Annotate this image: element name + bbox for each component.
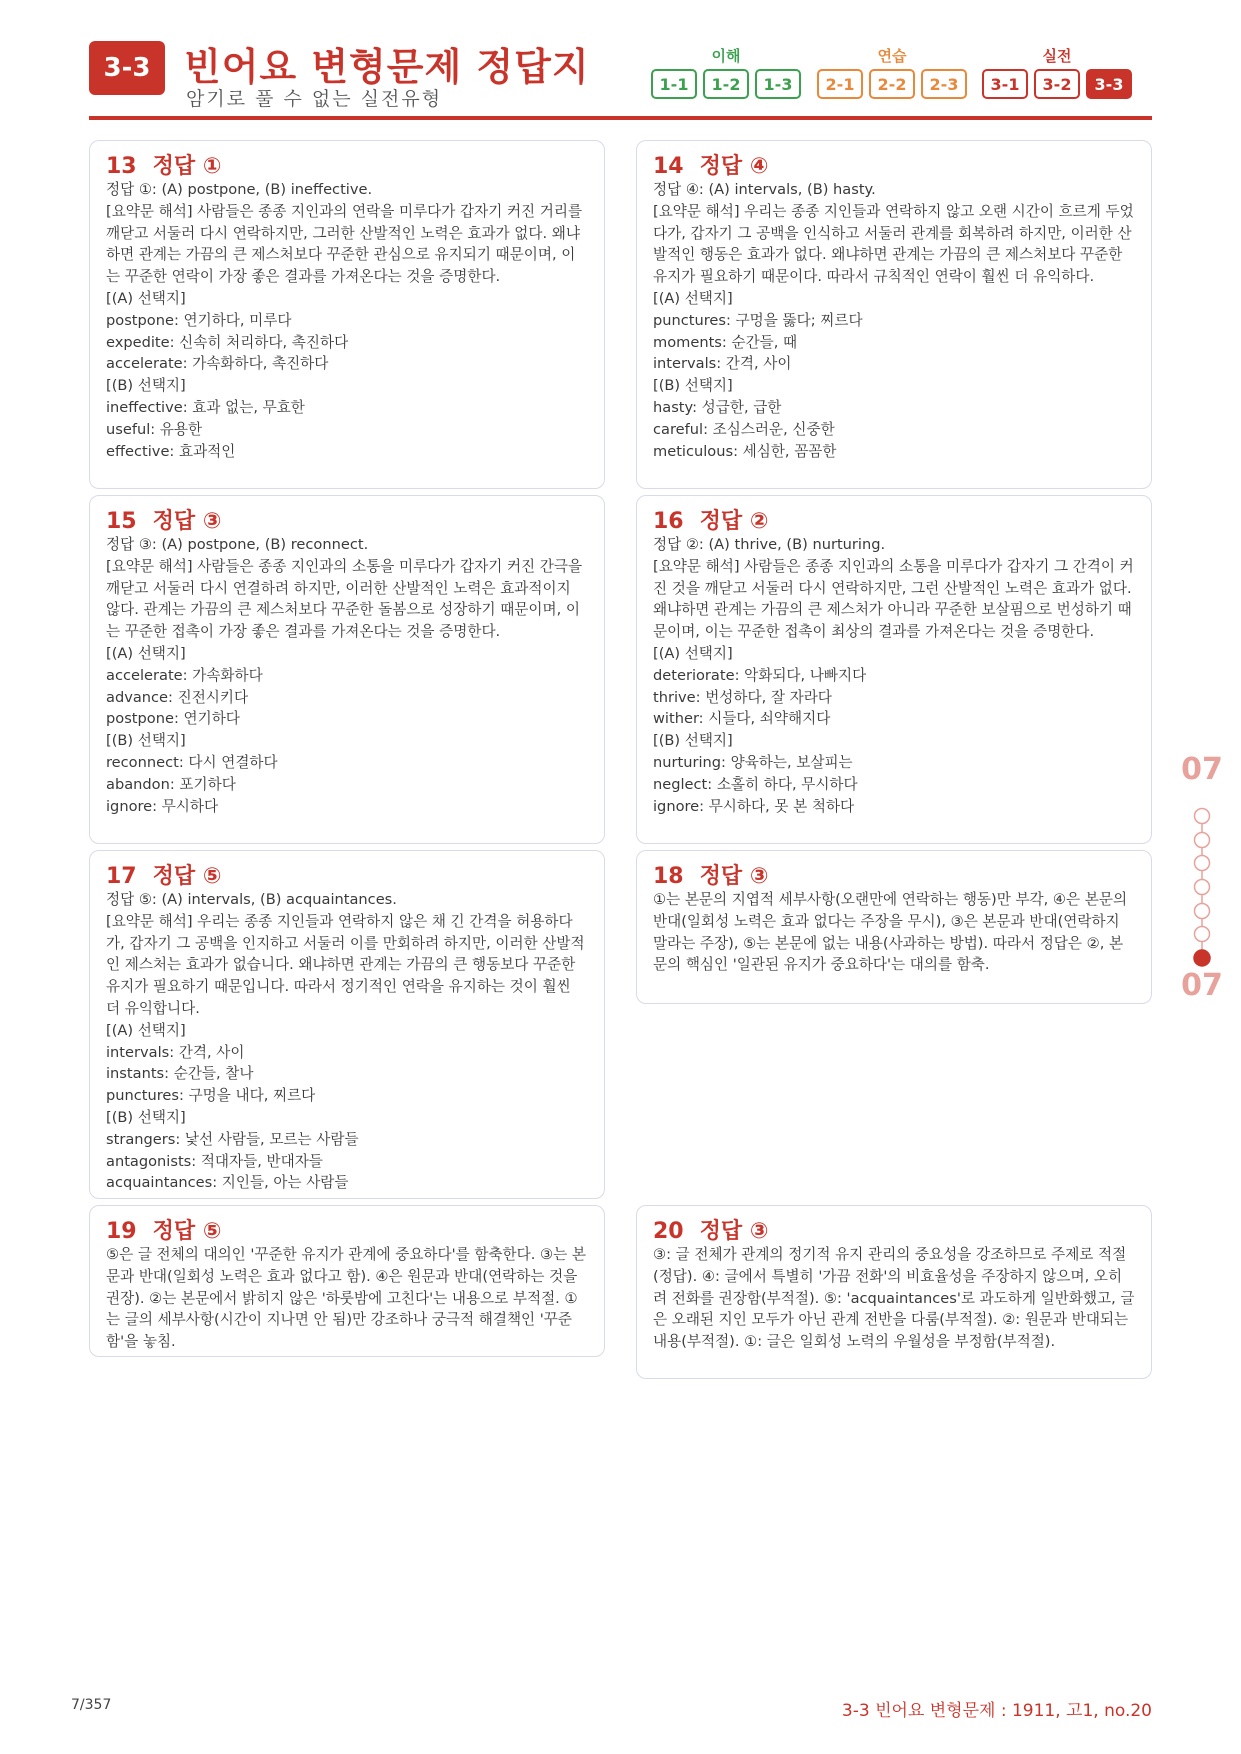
progress-dot xyxy=(1195,904,1210,919)
answer-card-20 xyxy=(636,1205,1152,1379)
question-number: 13 xyxy=(106,154,137,179)
question-number: 17 xyxy=(106,864,137,889)
answer-card-16 xyxy=(636,495,1152,844)
side-chapter-number-top: 07 xyxy=(1181,752,1223,787)
vocab-item: neglect: 소홀히 하다, 무시하다 xyxy=(653,775,858,793)
question-number: 16 xyxy=(653,509,684,534)
level-chip-1-3[interactable]: 1-3 xyxy=(755,69,801,99)
vocab-item: moments: 순간들, 때 xyxy=(653,333,798,351)
options-heading: [(A) 선택지] xyxy=(653,644,733,662)
vocab-item: meticulous: 세심한, 꼼꼼한 xyxy=(653,442,837,460)
level-chip-3-3-active[interactable]: 3-3 xyxy=(1086,69,1132,99)
question-number: 14 xyxy=(653,154,684,179)
answer-choice: ① xyxy=(202,154,222,179)
answer-choice: ③ xyxy=(202,509,222,534)
answer-choice: ⑤ xyxy=(202,864,222,889)
answer-word: 정답 xyxy=(699,154,743,179)
level-group-real xyxy=(982,46,1132,99)
progress-dot xyxy=(1195,880,1210,895)
vocab-item: advance: 진전시키다 xyxy=(106,688,249,706)
answer-word: 정답 xyxy=(152,1219,196,1244)
answer-card-18 xyxy=(636,850,1152,1004)
vocab-item: abandon: 포기하다 xyxy=(106,775,236,793)
options-heading: [(B) 선택지] xyxy=(106,1108,186,1126)
answer-card-19 xyxy=(89,1205,605,1357)
answer-choice: ③ xyxy=(749,1219,769,1244)
vocab-item: ignore: 무시하다 xyxy=(106,797,219,815)
question-number: 15 xyxy=(106,509,137,534)
progress-dot-active xyxy=(1194,950,1210,966)
options-heading: [(B) 선택지] xyxy=(106,377,186,395)
answer-line: 정답 ⑤: (A) intervals, (B) acquaintances. xyxy=(106,891,397,908)
summary-translation: [요약문 해석] 우리는 종종 지인들과 연락하지 않고 오랜 시간이 흐르게 두었다가, 갑자기 그 공백을 인식하고 서둘러 관계를 회복하려 하지만, 이러한 산발적인 행동은 효과가 없다. 왜냐하면 관계는 가끔의 큰 제스처보다 꾸준한 유지가 필요하기 때문이다. 따라서 규칙적인 연락이 훨씬 더 유익하다. xyxy=(653,202,1134,286)
side-chapter-number-bottom: 07 xyxy=(1181,968,1223,1003)
vocab-item: careful: 조심스러운, 신중한 xyxy=(653,420,835,438)
options-heading: [(B) 선택지] xyxy=(106,732,186,750)
options-heading: [(B) 선택지] xyxy=(653,732,733,750)
vocab-item: intervals: 간격, 사이 xyxy=(106,1043,245,1061)
answer-word: 정답 xyxy=(699,864,743,889)
vocab-item: postpone: 연기하다, 미루다 xyxy=(106,311,292,329)
progress-dot xyxy=(1195,809,1210,824)
explanation-text: ⑤은 글 전체의 대의인 '꾸준한 유지가 관계에 중요하다'를 함축한다. ③는 본문과 반대(일회성 노력은 효과 없다고 함). ④은 원문과 반대(연락하는 것을 권장). ②는 본문에서 밝히지 않은 '하룻밤에 고친다'는 내용으로 부적절. ①는 글의 세부사항(시간이 지나면 안 됨)만 강조하나 궁극적 해결책인 '꾸준함'을 놓침. xyxy=(106,1246,586,1351)
question-number: 18 xyxy=(653,864,684,889)
explanation-text: ③: 글 전체가 관계의 정기적 유지 관리의 중요성을 강조하므로 주제로 적절(정답). ④: 글에서 특별히 '가끔 전화'의 비효율성을 주장하지 않으며, 오히려 전화를 권장함(부적절). ⑤: 'acquaintances'로 과도하게 일반화했고, 글은 오래된 지인 모두가 아닌 관계 전반을 다룸(부적절). ②: 원문과 반대되는 내용(부적절). ①: 글은 일회성 노력의 우월성을 부정함(부적절). xyxy=(653,1246,1135,1351)
vocab-item: punctures: 구멍을 뚫다; 찌르다 xyxy=(653,311,863,329)
vocab-item: accelerate: 가속화하다, 촉진하다 xyxy=(106,355,329,373)
question-number: 20 xyxy=(653,1219,684,1244)
footer-reference: 3-3 빈어요 변형문제 : 1911, 고1, no.20 xyxy=(841,1701,1152,1721)
header-divider xyxy=(89,116,1152,120)
level-chip-3-2[interactable]: 3-2 xyxy=(1034,69,1080,99)
vocab-item: ineffective: 효과 없는, 무효한 xyxy=(106,398,305,416)
vocab-item: useful: 유용한 xyxy=(106,420,203,438)
answer-choice: ⑤ xyxy=(202,1219,222,1244)
vocab-item: postpone: 연기하다 xyxy=(106,710,240,728)
answer-card-13 xyxy=(89,140,605,489)
progress-dot xyxy=(1195,856,1210,871)
options-heading: [(B) 선택지] xyxy=(653,377,733,395)
vocab-item: intervals: 간격, 사이 xyxy=(653,355,792,373)
level-group-label: 실전 xyxy=(1042,47,1072,65)
vocab-item: deteriorate: 악화되다, 나빠지다 xyxy=(653,666,867,684)
level-group-understanding xyxy=(651,46,801,99)
options-heading: [(A) 선택지] xyxy=(106,1021,186,1039)
level-chip-1-2[interactable]: 1-2 xyxy=(703,69,749,99)
progress-dot xyxy=(1195,927,1210,942)
summary-translation: [요약문 해석] 사람들은 종종 지인과의 소통을 미루다가 갑자기 그 간격이 커진 것을 깨닫고 서둘러 다시 연락하지만, 그런 산발적인 노력은 효과가 없다. 왜냐하면 관계는 가끔의 큰 제스처가 아니라 꾸준한 보살핌으로 번성하기 때문이며, 이는 꾸준한 접촉이 최상의 결과를 가져온다는 것을 증명한다. xyxy=(653,557,1134,641)
level-group-label: 연습 xyxy=(877,47,907,65)
vocab-item: ignore: 무시하다, 못 본 척하다 xyxy=(653,797,855,815)
vocab-item: expedite: 신속히 처리하다, 촉진하다 xyxy=(106,333,349,351)
level-chip-2-2[interactable]: 2-2 xyxy=(869,69,915,99)
vocab-item: reconnect: 다시 연결하다 xyxy=(106,753,278,771)
level-group-practice xyxy=(817,46,967,99)
answer-word: 정답 xyxy=(699,1219,743,1244)
answer-line: 정답 ③: (A) postpone, (B) reconnect. xyxy=(106,536,369,553)
answer-choice: ③ xyxy=(749,864,769,889)
vocab-item: nurturing: 양육하는, 보살피는 xyxy=(653,753,853,771)
options-heading: [(A) 선택지] xyxy=(106,289,186,307)
answer-line: 정답 ①: (A) postpone, (B) ineffective. xyxy=(106,181,373,198)
vocab-item: thrive: 번성하다, 잘 자라다 xyxy=(653,688,832,706)
vocab-item: acquaintances: 지인들, 아는 사람들 xyxy=(106,1174,349,1192)
answer-card-17 xyxy=(89,850,605,1199)
level-chip-2-1[interactable]: 2-1 xyxy=(817,69,863,99)
page-subtitle: 암기로 풀 수 없는 실전유형 xyxy=(186,88,443,110)
answer-line: 정답 ②: (A) thrive, (B) nurturing. xyxy=(653,536,886,553)
summary-translation: [요약문 해석] 사람들은 종종 지인과의 소통을 미루다가 갑자기 커진 간극을 깨닫고 서둘러 다시 연결하려 하지만, 이러한 산발적인 노력은 효과적이지 않다. 관계는 가끔의 큰 제스처보다 꾸준한 돌봄으로 성장하기 때문이며, 이는 꾸준한 접촉이 가장 좋은 결과를 가져온다는 것을 증명한다. xyxy=(106,557,583,641)
vocab-item: wither: 시들다, 쇠약해지다 xyxy=(653,710,831,728)
vocab-item: hasty: 성급한, 급한 xyxy=(653,398,782,416)
answer-choice: ④ xyxy=(749,154,769,179)
options-heading: [(A) 선택지] xyxy=(653,289,733,307)
section-badge: 3-3 xyxy=(89,41,165,95)
level-chip-2-3[interactable]: 2-3 xyxy=(921,69,967,99)
progress-dot xyxy=(1195,833,1210,848)
vocab-item: strangers: 낯선 사람들, 모르는 사람들 xyxy=(106,1130,359,1148)
level-chip-1-1[interactable]: 1-1 xyxy=(651,69,697,99)
explanation-text: ①는 본문의 지엽적 세부사항(오랜만에 연락하는 행동)만 부각, ④은 본문의 반대(일회성 노력은 효과 없다는 주장을 무시), ③은 본문과 반대(연락하지 말라는 주장), ⑤는 본문에 없는 내용(사과하는 방법). 따라서 정답은 ②, 본문의 핵심인 '일관된 유지가 중요하다'는 대의를 함축. xyxy=(653,891,1128,974)
answer-choice: ② xyxy=(749,509,769,534)
vocab-item: effective: 효과적인 xyxy=(106,442,236,460)
answer-card-14 xyxy=(636,140,1152,489)
answer-line: 정답 ④: (A) intervals, (B) hasty. xyxy=(653,181,876,198)
answer-card-15 xyxy=(89,495,605,844)
vocab-item: accelerate: 가속화하다 xyxy=(106,666,263,684)
summary-translation: [요약문 해석] 사람들은 종종 지인과의 연락을 미루다가 갑자기 커진 거리를 깨닫고 서둘러 다시 연락하지만, 그러한 산발적인 노력은 효과가 없다. 왜냐하면 관계는 가끔의 큰 제스처보다 꾸준한 관심으로 유지되기 때문이며, 이는 꾸준한 연락이 가장 좋은 결과를 가져온다는 것을 증명한다. xyxy=(106,202,583,286)
answer-word: 정답 xyxy=(699,509,743,534)
question-number: 19 xyxy=(106,1219,137,1244)
answer-word: 정답 xyxy=(152,154,196,179)
level-group-label: 이해 xyxy=(711,47,741,65)
options-heading: [(A) 선택지] xyxy=(106,644,186,662)
summary-translation: [요약문 해석] 우리는 종종 지인들과 연락하지 않은 채 긴 간격을 허용하다가, 갑자기 그 공백을 인지하고 서둘러 이를 만회하려 하지만, 이러한 산발적인 제스처는 효과가 없습니다. 왜냐하면 관계는 가끔의 큰 행동보다 꾸준한 유지가 필요하기 때문입니다. 따라서 정기적인 연락을 유지하는 것이 훨씬 더 유익합니다. xyxy=(106,912,585,1017)
page-counter: 7/357 xyxy=(71,1697,112,1713)
answer-word: 정답 xyxy=(152,509,196,534)
side-progress-dots xyxy=(1186,806,1218,968)
vocab-item: punctures: 구멍을 내다, 찌르다 xyxy=(106,1087,316,1105)
vocab-item: instants: 순간들, 찰나 xyxy=(106,1065,254,1083)
answer-word: 정답 xyxy=(152,864,196,889)
level-chip-3-1[interactable]: 3-1 xyxy=(982,69,1028,99)
vocab-item: antagonists: 적대자들, 반대자들 xyxy=(106,1152,323,1170)
page-title: 빈어요 변형문제 정답지 xyxy=(184,45,590,89)
